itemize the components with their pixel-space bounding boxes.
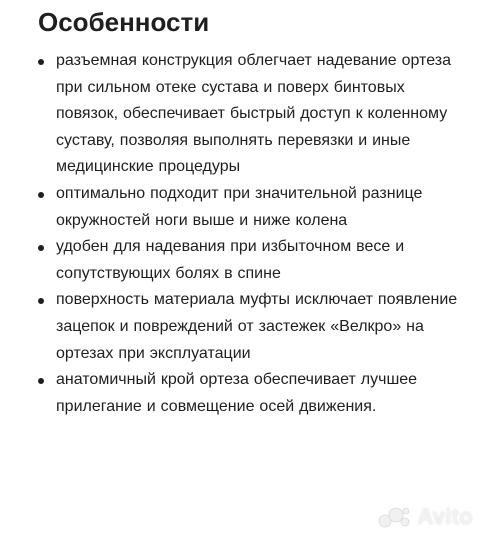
- bullet-icon: [38, 378, 44, 384]
- list-item: [38, 287, 469, 367]
- feature-list: [38, 48, 469, 420]
- list-item: [38, 367, 469, 420]
- list-item: [38, 48, 469, 181]
- avito-logo-icon: [377, 506, 411, 528]
- feature-text: анатомичный крой ортеза обеспечивает лучшее прилегание и совмещение осей движения.: [56, 371, 418, 415]
- feature-text: поверхность материала муфты исключает появление зацепок и повреждений от застежек «Велкро» на ортезах при эксплуатации: [56, 291, 458, 362]
- bullet-icon: [38, 298, 44, 304]
- feature-text: разъемная конструкция облегчает надевание ортеза при сильном отеке сустава и поверх бинтовых повязок, обеспечивает быстрый доступ к коленному суставу, позволяя выполнять перевязки и иные медицинские процедуры: [56, 52, 451, 176]
- bullet-icon: [38, 245, 44, 251]
- avito-watermark: [377, 504, 473, 530]
- list-item: [38, 181, 469, 234]
- bullet-icon: [38, 192, 44, 198]
- bullet-icon: [38, 59, 44, 65]
- feature-text: удобен для надевания при избыточном весе и сопутствующих болях в спине: [56, 238, 405, 282]
- list-item: [38, 234, 469, 287]
- feature-text: оптимально подходит при значительной разнице окружностей ноги выше и ниже колена: [56, 184, 423, 229]
- section-title: Особенности: [38, 7, 210, 37]
- watermark-text: Avito: [417, 504, 473, 529]
